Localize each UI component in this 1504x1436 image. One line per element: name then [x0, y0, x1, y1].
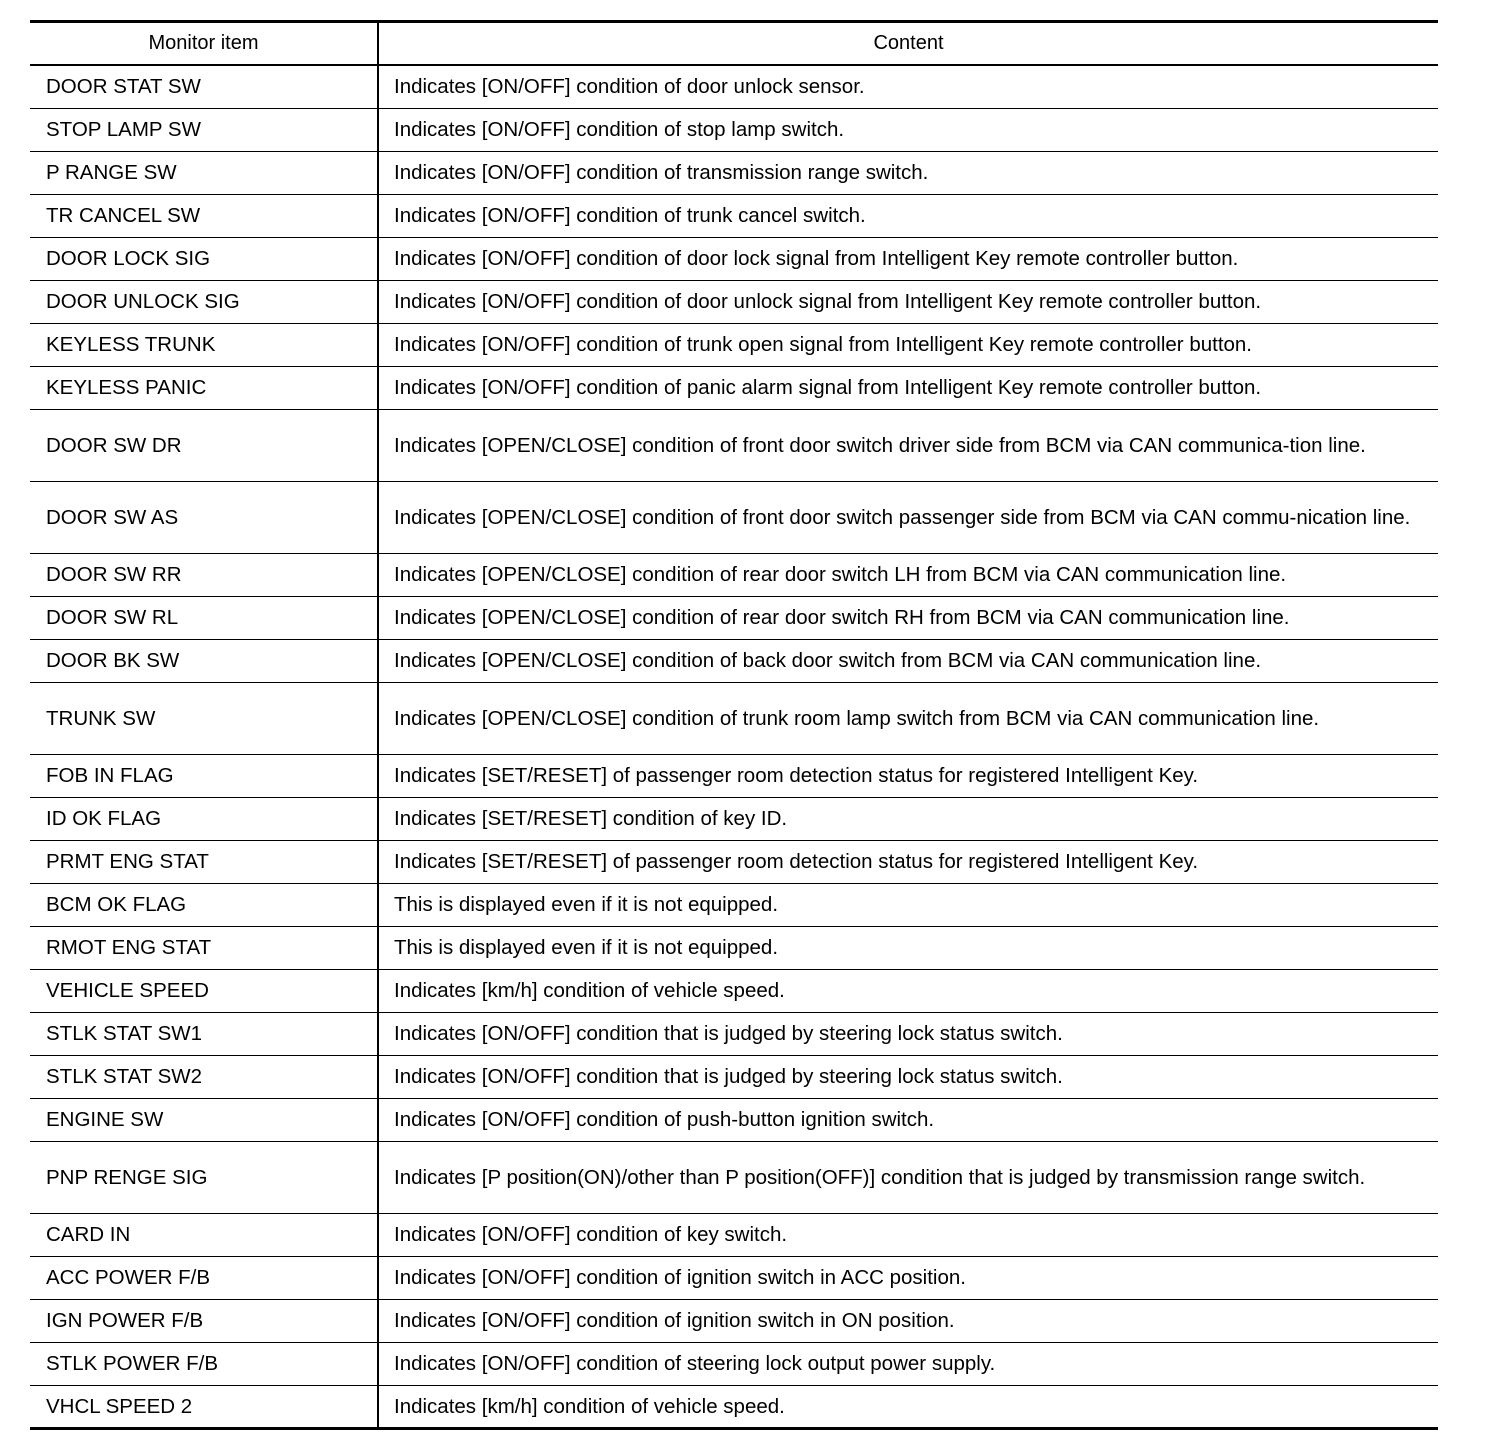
content-cell: Indicates [OPEN/CLOSE] condition of trunk room lamp switch from BCM via CAN communication line.: [394, 706, 1320, 730]
monitor-item-cell: STLK STAT SW2: [30, 1055, 378, 1098]
monitor-item-cell: KEYLESS PANIC: [30, 366, 378, 409]
table-row: [30, 108, 1438, 151]
content-cell: Indicates [ON/OFF] condition of ignition switch in ON position.: [394, 1309, 955, 1332]
monitor-item-cell: DOOR BK SW: [30, 639, 378, 682]
monitor-item-cell: VEHICLE SPEED: [30, 969, 378, 1012]
monitor-item-cell: PNP RENGE SIG: [30, 1141, 378, 1213]
content-cell: Indicates [ON/OFF] condition of steering lock output power supply.: [394, 1352, 996, 1375]
content-cell: Indicates [ON/OFF] condition that is judged by steering lock status switch.: [394, 1022, 1063, 1045]
monitor-item-cell: TR CANCEL SW: [30, 194, 378, 237]
table-row: [30, 323, 1438, 366]
table-row: [30, 194, 1438, 237]
content-cell: Indicates [ON/OFF] condition of transmission range switch.: [394, 161, 929, 184]
table-row: [30, 1098, 1438, 1141]
table-row: [30, 797, 1438, 840]
monitor-item-cell: DOOR SW AS: [30, 481, 378, 553]
table-row: [30, 682, 1438, 754]
table-body: [30, 65, 1438, 1428]
content-cell: Indicates [ON/OFF] condition of ignition switch in ACC position.: [394, 1266, 966, 1289]
content-cell: This is displayed even if it is not equipped.: [394, 936, 779, 959]
table-row: [30, 1385, 1438, 1428]
table-row: [30, 969, 1438, 1012]
content-cell: Indicates [ON/OFF] condition of trunk open signal from Intelligent Key remote controller button.: [394, 333, 1253, 356]
content-cell: Indicates [OPEN/CLOSE] condition of rear door switch RH from BCM via CAN communication line.: [394, 606, 1290, 629]
table-row: [30, 883, 1438, 926]
content-cell: Indicates [OPEN/CLOSE] condition of front door switch driver side from BCM via CAN communica-tion line.: [394, 433, 1366, 457]
table-row: [30, 1256, 1438, 1299]
table-row: [30, 1055, 1438, 1098]
monitor-item-cell: DOOR LOCK SIG: [30, 237, 378, 280]
table-row: [30, 1012, 1438, 1055]
table-header-row: [30, 22, 1438, 66]
monitor-item-cell: BCM OK FLAG: [30, 883, 378, 926]
content-cell: Indicates [OPEN/CLOSE] condition of rear door switch LH from BCM via CAN communication line.: [394, 563, 1287, 586]
table-row: [30, 65, 1438, 108]
monitor-item-cell: IGN POWER F/B: [30, 1299, 378, 1342]
table-row: [30, 1342, 1438, 1385]
monitor-item-cell: DOOR SW DR: [30, 409, 378, 481]
table-row: [30, 237, 1438, 280]
monitor-item-cell: VHCL SPEED 2: [30, 1385, 378, 1428]
monitor-item-cell: DOOR UNLOCK SIG: [30, 280, 378, 323]
content-cell: Indicates [ON/OFF] condition of panic alarm signal from Intelligent Key remote controller button.: [394, 376, 1262, 399]
content-cell: This is displayed even if it is not equipped.: [394, 893, 779, 916]
table-row: [30, 280, 1438, 323]
header-monitor-item: Monitor item: [30, 22, 378, 66]
content-cell: Indicates [ON/OFF] condition of door unlock sensor.: [394, 75, 865, 99]
monitor-item-cell: STOP LAMP SW: [30, 108, 378, 151]
header-content: Content: [873, 32, 944, 54]
monitor-item-cell: P RANGE SW: [30, 151, 378, 194]
monitor-item-cell: STLK POWER F/B: [30, 1342, 378, 1385]
content-cell: Indicates [SET/RESET] of passenger room detection status for registered Intelligent Key.: [394, 764, 1199, 787]
content-cell: Indicates [ON/OFF] condition of key switch.: [394, 1223, 788, 1246]
monitor-item-cell: DOOR SW RL: [30, 596, 378, 639]
content-cell: Indicates [OPEN/CLOSE] condition of front door switch passenger side from BCM via CAN commu-nication line.: [394, 505, 1411, 529]
content-cell: Indicates [ON/OFF] condition of push-button ignition switch.: [394, 1108, 935, 1131]
monitor-item-cell: FOB IN FLAG: [30, 754, 378, 797]
monitor-item-cell: PRMT ENG STAT: [30, 840, 378, 883]
monitor-item-cell: ENGINE SW: [30, 1098, 378, 1141]
monitor-item-cell: ID OK FLAG: [30, 797, 378, 840]
content-cell: Indicates [ON/OFF] condition of stop lamp switch.: [394, 118, 845, 141]
table-row: [30, 366, 1438, 409]
content-cell: Indicates [ON/OFF] condition that is judged by steering lock status switch.: [394, 1065, 1063, 1088]
monitor-item-cell: RMOT ENG STAT: [30, 926, 378, 969]
content-cell: Indicates [km/h] condition of vehicle speed.: [394, 1394, 785, 1418]
monitor-item-table: [30, 20, 1438, 1430]
table-row: [30, 596, 1438, 639]
table-row: [30, 553, 1438, 596]
table-row: [30, 840, 1438, 883]
content-cell: Indicates [P position(ON)/other than P position(OFF)] condition that is judged by transmission range switch.: [394, 1165, 1366, 1189]
monitor-item-cell: CARD IN: [30, 1213, 378, 1256]
monitor-item-cell: DOOR STAT SW: [30, 65, 378, 108]
content-cell: Indicates [SET/RESET] condition of key ID.: [394, 807, 788, 830]
table-row: [30, 639, 1438, 682]
content-cell: Indicates [ON/OFF] condition of door lock signal from Intelligent Key remote controller button.: [394, 247, 1239, 270]
content-cell: Indicates [SET/RESET] of passenger room detection status for registered Intelligent Key.: [394, 850, 1199, 873]
table-row: [30, 409, 1438, 481]
monitor-item-cell: TRUNK SW: [30, 682, 378, 754]
content-cell: Indicates [km/h] condition of vehicle speed.: [394, 979, 785, 1002]
table-row: [30, 151, 1438, 194]
table-row: [30, 481, 1438, 553]
table-row: [30, 1213, 1438, 1256]
monitor-item-cell: STLK STAT SW1: [30, 1012, 378, 1055]
content-cell: Indicates [OPEN/CLOSE] condition of back door switch from BCM via CAN communication line.: [394, 649, 1262, 672]
content-cell: Indicates [ON/OFF] condition of trunk cancel switch.: [394, 204, 866, 227]
monitor-item-cell: KEYLESS TRUNK: [30, 323, 378, 366]
table-row: [30, 1141, 1438, 1213]
monitor-item-cell: DOOR SW RR: [30, 553, 378, 596]
table-row: [30, 926, 1438, 969]
monitor-item-cell: ACC POWER F/B: [30, 1256, 378, 1299]
content-cell: Indicates [ON/OFF] condition of door unlock signal from Intelligent Key remote controller button.: [394, 290, 1262, 313]
table-row: [30, 1299, 1438, 1342]
table-row: [30, 754, 1438, 797]
